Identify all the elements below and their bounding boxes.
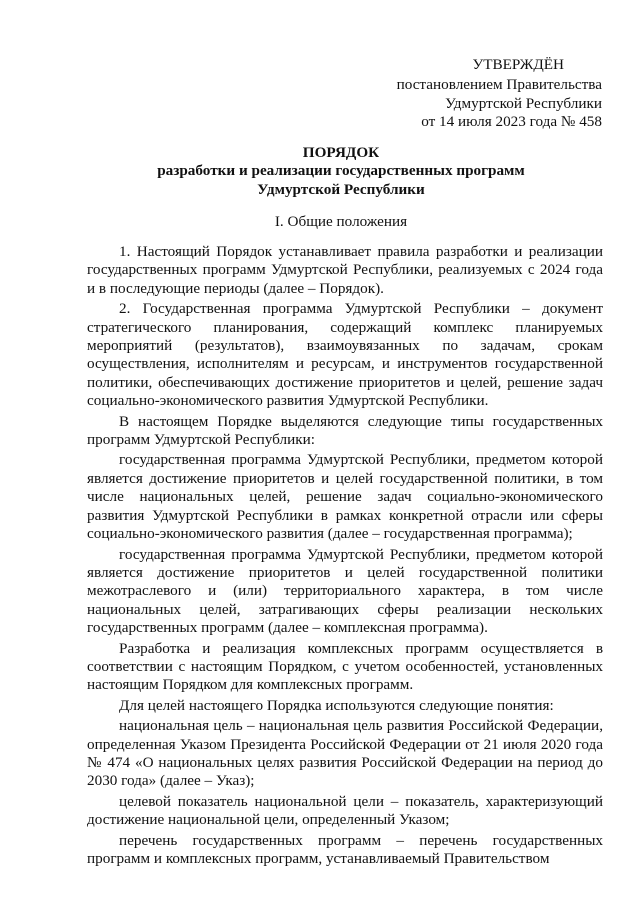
approval-stamp xyxy=(342,56,602,132)
section-heading: I. Общие положения xyxy=(274,213,408,230)
title-line-2: Удмуртской Республики xyxy=(257,180,425,198)
paragraph-3: В настоящем Порядке выделяются следующие типы государственных программ Удмуртской Республики: xyxy=(87,412,603,449)
title-main: ПОРЯДОК xyxy=(302,144,380,161)
paragraph-2: 2. Государственная программа Удмуртской Республики – документ стратегического планирования, содержащий комплекс планируемых мероприятий (результатов), взаимоувязанных по задачам, срокам осуществления, исполнителям и ресурсам, и инструментов государственной политики, обеспечивающих достижение приоритетов и целей, решение задач социально-экономического развития Удмуртской Республики. xyxy=(87,300,603,410)
approval-line-2: Удмуртской Республики xyxy=(445,94,602,112)
title-line-1: разработки и реализации государственных программ xyxy=(157,162,525,180)
paragraph-9: целевой показатель национальной цели – показатель, характеризующий достижение национальной цели, определенный Указом; xyxy=(87,792,603,829)
document-body xyxy=(87,243,603,870)
paragraph-10: перечень государственных программ – перечень государственных программ и комплексных программ, устанавливаемый Правительством xyxy=(87,831,603,867)
approval-line-3: от 14 июля 2023 года № 458 xyxy=(421,113,602,131)
document-title xyxy=(80,144,602,199)
approved-label: УТВЕРЖДЁН xyxy=(472,56,564,73)
paragraph-5: государственная программа Удмуртской Республики, предметом которой является достижение приоритетов и целей государственной политики межотраслевого и (или) территориального характера, в том числе национальных целей, затрагивающих сферы реализации нескольких государственных программ (далее – комплексная программа). xyxy=(87,545,603,637)
paragraph-8: национальная цель – национальная цель развития Российской Федерации, определенная Указом Президента Российской Федерации от 21 июля 2020 года № 474 «О национальных целях развития Российской Федерации на период до 2030 года» (далее – Указ); xyxy=(87,717,603,790)
paragraph-6: Разработка и реализация комплексных программ осуществляется в соответствии с настоящим Порядком, с учетом особенностей, установленных настоящим Порядком для комплексных программ. xyxy=(87,639,603,694)
approval-line-1: постановлением Правительства xyxy=(396,76,602,94)
paragraph-4: государственная программа Удмуртской Республики, предметом которой является достижение приоритетов и целей государственной политики, в том числе национальных целей, решение задач социально-экономического развития Удмуртской Республики в рамках конкретной отрасли или сферы социально-экономического развития (далее – государственная программа); xyxy=(87,451,603,543)
paragraph-7: Для целей настоящего Порядка используются следующие понятия: xyxy=(119,696,554,714)
paragraph-1: 1. Настоящий Порядок устанавливает правила разработки и реализации государственных программ Удмуртской Республики, реализуемых с 2024 года и в последующие периоды (далее – Порядок). xyxy=(87,243,603,297)
